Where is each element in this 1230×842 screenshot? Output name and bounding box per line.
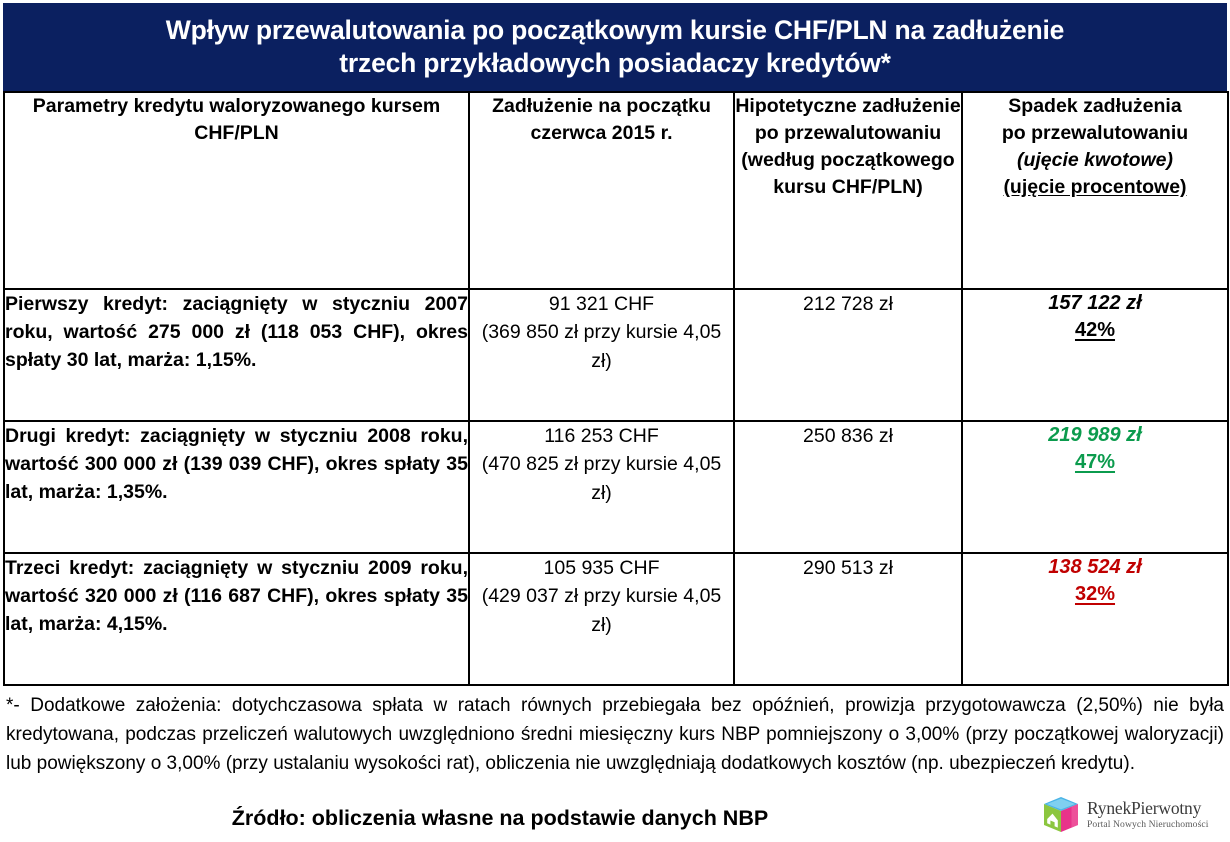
table-row — [4, 289, 1228, 421]
cell-debt-drop-row-3 — [962, 553, 1228, 685]
column-header-parameters: Parametry kredytu waloryzowanego kursem CHF/PLN — [4, 92, 469, 289]
logo-wordmark — [1087, 800, 1209, 829]
cell-current-debt-row-3 — [469, 553, 734, 685]
current-debt-chf-row-3: 105 935 CHF — [543, 557, 660, 579]
cell-parameters-row-1: Pierwszy kredyt: zaciągnięty w styczniu 2007 roku, wartość 275 000 zł (118 053 CHF), okres spłaty 30 lat, marża: 1,15%. — [4, 289, 469, 421]
current-debt-chf-row-1: 91 321 CHF — [548, 293, 655, 315]
column-header-current-debt: Zadłużenie na początku czerwca 2015 r. — [469, 92, 734, 289]
debt-drop-header-line-4: (ujęcie procentowe) — [1003, 175, 1187, 198]
cell-hypothetical-debt-row-3: 290 513 zł — [734, 553, 962, 685]
debt-drop-header-line-3: (ujęcie kwotowe) — [1016, 148, 1174, 171]
debt-drop-percent-row-1: 42% — [1074, 319, 1116, 341]
rynek-pierwotny-logo — [1041, 792, 1227, 838]
cell-current-debt-row-1 — [469, 289, 734, 421]
logo-name: RynekPierwotny — [1087, 798, 1202, 819]
cell-current-debt-row-2 — [469, 421, 734, 553]
debt-drop-header-line-2: po przewalutowaniu — [1001, 121, 1189, 144]
comparison-table — [3, 91, 1229, 686]
debt-drop-amount-row-3: 138 524 zł — [1048, 556, 1142, 578]
debt-drop-amount-row-2: 219 989 zł — [1048, 424, 1142, 446]
source-attribution: Źródło: obliczenia własne na podstawie danych NBP — [231, 806, 769, 830]
cell-parameters-row-2: Drugi kredyt: zaciągnięty w styczniu 2008 roku, wartość 300 000 zł (139 039 CHF), okres spłaty 35 lat, marża: 1,35%. — [4, 421, 469, 553]
debt-drop-percent-row-2: 47% — [1074, 451, 1116, 473]
table-header-row — [4, 92, 1228, 289]
figure-title-line-1: Wpływ przewalutowania po początkowym kursie CHF/PLN na zadłużenie — [165, 14, 1065, 45]
figure-title-line-2: trzech przykładowych posiadaczy kredytów* — [339, 48, 891, 78]
current-debt-pln-row-1: (369 850 zł przy kursie 4,05 zł) — [481, 321, 722, 372]
cube-house-icon — [1041, 795, 1081, 835]
cell-parameters-row-3: Trzeci kredyt: zaciągnięty w styczniu 2009 roku, wartość 320 000 zł (116 687 CHF), okres spłaty 35 lat, marża: 4,15%. — [4, 553, 469, 685]
debt-drop-header-line-1: Spadek zadłużenia — [1008, 95, 1182, 117]
column-header-hypothetical-debt: Hipotetyczne zadłużenie po przewalutowaniu (według początkowego kursu CHF/PLN) — [734, 92, 962, 289]
debt-drop-percent-row-3: 32% — [1074, 583, 1116, 605]
debt-drop-amount-row-1: 157 122 zł — [1048, 292, 1142, 314]
table-row — [4, 421, 1228, 553]
cell-hypothetical-debt-row-2: 250 836 zł — [734, 421, 962, 553]
footnote-text: *- Dodatkowe założenia: dotychczasowa spłata w ratach równych przebiegała bez opóźnień, prowizja przygotowawcza (2,50%) nie była kredytowana, podczas przeliczeń walutowych uwzględniono średni miesięczny kurs NBP pomniejszony o 3,00% (przy początkowej waloryzacji) lub powiększony o 3,00% (przy ustalaniu wysokości rat), obliczenia nie uwzględniają dodatkowych kosztów (np. ubezpieczeń kredytu). — [6, 695, 1224, 774]
figure-title-banner — [3, 3, 1227, 91]
cell-debt-drop-row-1 — [962, 289, 1228, 421]
figure-title — [166, 14, 1064, 81]
logo-tagline: Portal Nowych Nieruchomości — [1087, 818, 1209, 830]
current-debt-chf-row-2: 116 253 CHF — [544, 425, 659, 447]
column-header-debt-drop — [962, 92, 1228, 289]
table-row — [4, 553, 1228, 685]
current-debt-pln-row-3: (429 037 zł przy kursie 4,05 zł) — [481, 585, 722, 636]
cell-hypothetical-debt-row-1: 212 728 zł — [734, 289, 962, 421]
current-debt-pln-row-2: (470 825 zł przy kursie 4,05 zł) — [481, 453, 722, 504]
cell-debt-drop-row-2 — [962, 421, 1228, 553]
